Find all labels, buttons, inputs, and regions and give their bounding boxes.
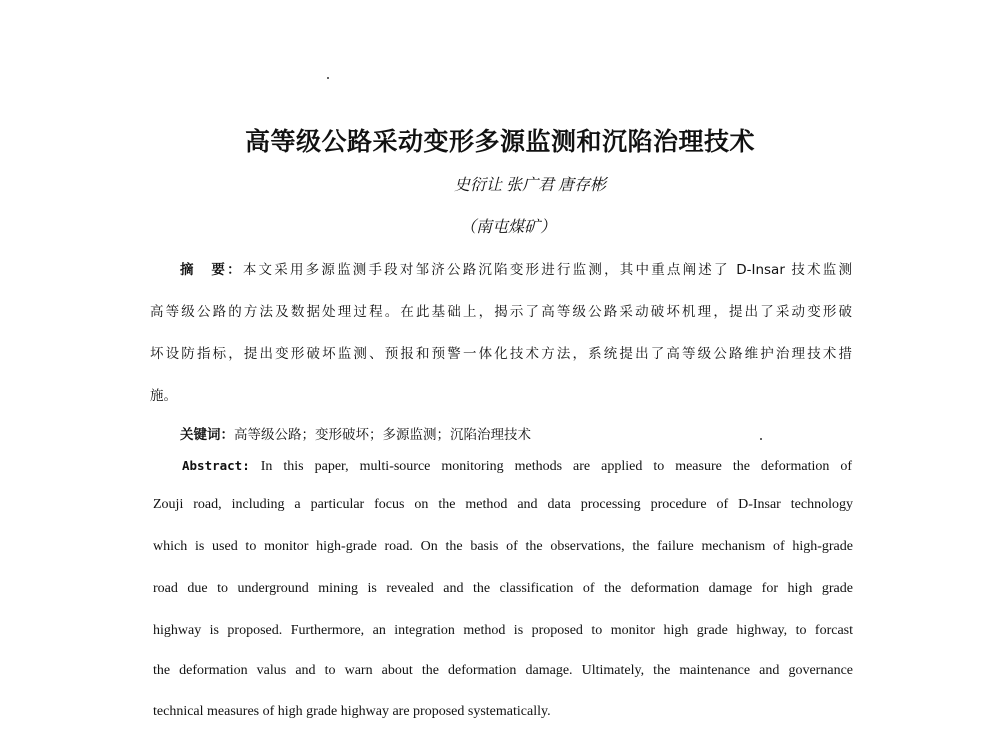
abstract-en-line: the deformation valus and to warn about the deformation damage. Ultimately, the maintenance and governance bbox=[153, 663, 853, 678]
abstract-en-line: Zouji road, including a particular focus on the method and data processing procedure of D-Insar technology bbox=[153, 497, 853, 512]
authors: 史衍让 张广君 唐存彬 bbox=[453, 177, 606, 194]
abstract-en-line: highway is proposed. Furthermore, an integration method is proposed to monitor high grade highway, to forcast bbox=[153, 623, 853, 638]
abstract-en-label: Abstract: bbox=[182, 458, 250, 473]
abstract-en-line: technical measures of high grade highway are proposed systematically. bbox=[153, 704, 551, 719]
keywords: 关键词：高等级公路；变形破坏；多源监测；沉陷治理技术 bbox=[180, 427, 531, 443]
abstract-en-line: Abstract: In this paper, multi-source monitoring methods are applied to measure the deformation of bbox=[182, 458, 853, 474]
abstract-cn-line: 高等级公路的方法及数据处理过程。在此基础上，揭示了高等级公路采动破坏机理，提出了采动变形破 bbox=[150, 304, 852, 320]
abstract-cn-line: 摘 要：本文采用多源监测手段对邹济公路沉陷变形进行监测，其中重点阐述了 D-Insar 技术监测 bbox=[180, 262, 852, 278]
abstract-cn-label: 摘 要： bbox=[180, 262, 243, 278]
abstract-cn-line: 施。 bbox=[150, 388, 177, 404]
abstract-cn-line: 坏设防指标，提出变形破坏监测、预报和预警一体化技术方法，系统提出了高等级公路维护治理技术措 bbox=[150, 346, 852, 362]
abstract-en-line: which is used to monitor high-grade road. On the basis of the observations, the failure mechanism of high-grade bbox=[153, 539, 853, 554]
abstract-en-line: road due to underground mining is revealed and the classification of the deformation damage for high grade bbox=[153, 581, 853, 596]
paper-title: 高等级公路采动变形多源监测和沉陷治理技术 bbox=[244, 127, 755, 156]
scan-speck bbox=[327, 77, 329, 79]
affiliation: （南屯煤矿） bbox=[459, 219, 556, 236]
keywords-label: 关键词： bbox=[180, 427, 234, 443]
